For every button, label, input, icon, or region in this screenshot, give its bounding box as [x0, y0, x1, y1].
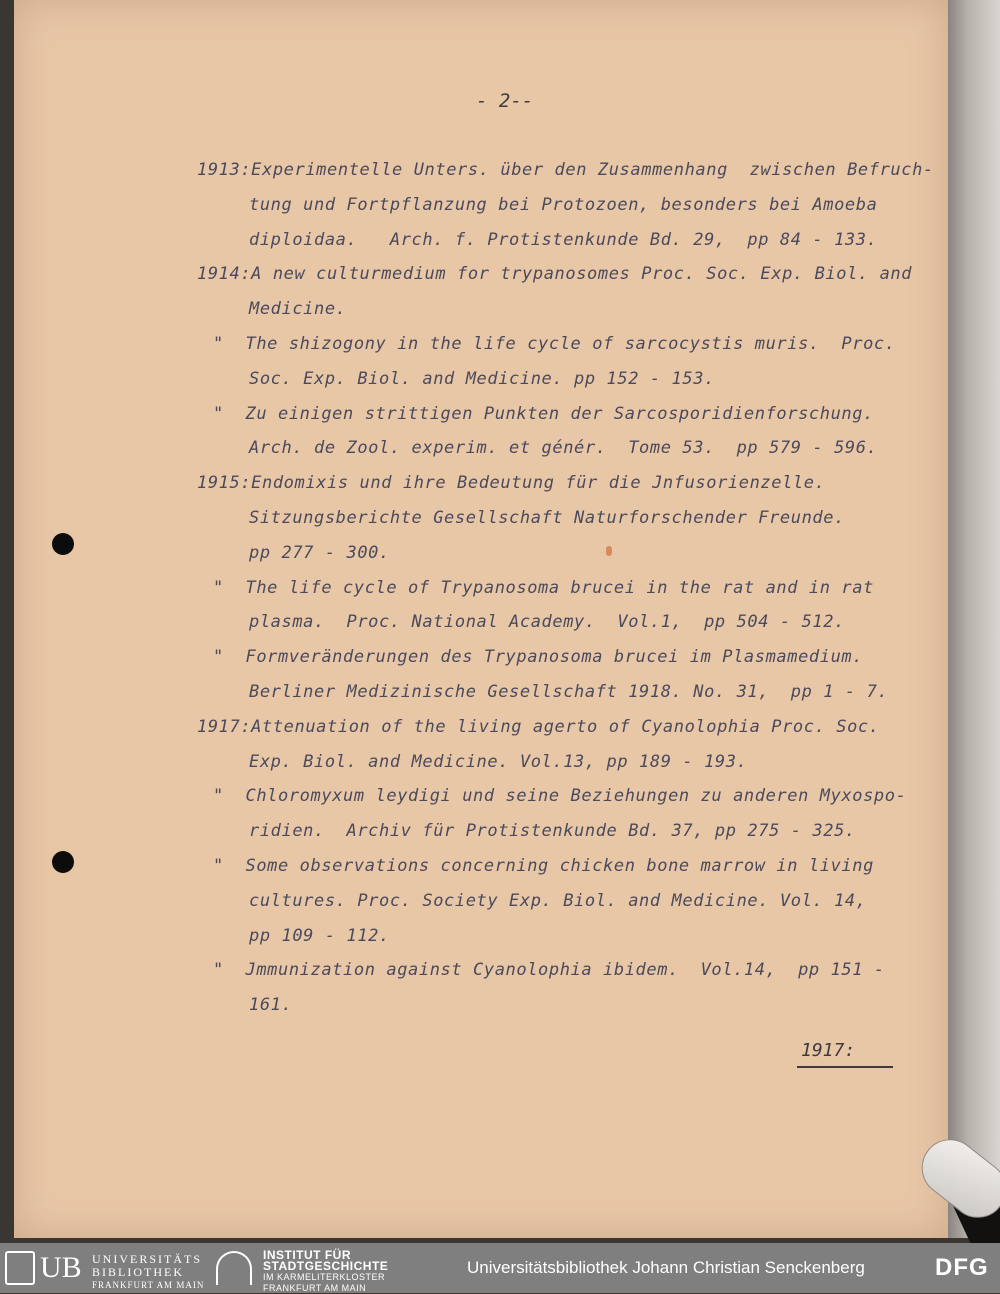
- dfg-logo: DFG: [935, 1254, 989, 1281]
- entry-continuation-line: Soc. Exp. Biol. and Medicine. pp 152 - 153.: [249, 368, 715, 389]
- continuation-mark: 1917:: [801, 1040, 856, 1061]
- ub-logo-text: [92, 1253, 204, 1292]
- entry-continuation-line: 161.: [249, 995, 293, 1016]
- footer-bar: [0, 1243, 1000, 1293]
- entry-continuation-line: diploidaa. Arch. f. Protistenkunde Bd. 29, pp 84 - 133.: [249, 229, 878, 250]
- page-number: - 2--: [476, 90, 534, 112]
- continuation-underline: [797, 1066, 893, 1068]
- ub-line-1: UNIVERSITÄTS: [92, 1252, 202, 1266]
- entry-ditto-line: " Formveränderungen des Trypanosoma brucei im Plasmamedium.: [213, 647, 864, 668]
- entry-continuation-line: Medicine.: [249, 299, 347, 320]
- library-title: Universitätsbibliothek Johann Christian Senckenberg: [467, 1258, 865, 1277]
- isg-line-1: INSTITUT FÜR: [263, 1248, 351, 1262]
- isg-logo-icon: [216, 1251, 252, 1285]
- entry-ditto-line: " Jmmunization against Cyanolophia ibidem. Vol.14, pp 151 -: [213, 960, 885, 981]
- isg-line-2: STADTGESCHICHTE: [263, 1259, 389, 1273]
- punch-hole-top: [52, 533, 74, 555]
- page-edge: [948, 0, 1000, 1238]
- entry-ditto-line: " Some observations concerning chicken bone marrow in living: [213, 856, 874, 876]
- isg-logo-text: [263, 1250, 388, 1294]
- entry-continuation-line: pp 277 - 300.: [249, 542, 390, 563]
- entry-continuation-line: Arch. de Zool. experim. et génér. Tome 53. pp 579 - 596.: [249, 438, 878, 459]
- entry-year-line: 1913:Experimentelle Unters. über den Zusammenhang zwischen Befruch-: [197, 160, 934, 180]
- isg-line-4: FRANKFURT AM MAIN: [263, 1283, 367, 1293]
- entry-continuation-line: cultures. Proc. Society Exp. Biol. and Medicine. Vol. 14,: [249, 890, 867, 911]
- entry-continuation-line: Berliner Medizinische Gesellschaft 1918. No. 31, pp 1 - 7.: [249, 682, 889, 702]
- entry-year-line: 1915:Endomixis und ihre Bedeutung für die Jnfusorienzelle.: [197, 473, 826, 494]
- entry-ditto-line: " The life cycle of Trypanosoma brucei in the rat and in rat: [213, 577, 874, 598]
- ub-line-3: FRANKFURT AM MAIN: [92, 1280, 205, 1290]
- entry-continuation-line: Exp. Biol. and Medicine. Vol.13, pp 189 - 193.: [249, 751, 748, 772]
- entry-continuation-line: Sitzungsberichte Gesellschaft Naturforschender Freunde.: [249, 508, 845, 528]
- entry-year-line: 1914:A new culturmedium for trypanosomes Proc. Soc. Exp. Biol. and: [197, 264, 913, 285]
- entry-continuation-line: ridien. Archiv für Protistenkunde Bd. 37, pp 275 - 325.: [249, 821, 856, 842]
- ub-logo-icon: [5, 1251, 35, 1285]
- entry-continuation-line: tung und Fortpflanzung bei Protozoen, besonders bei Amoeba: [249, 194, 878, 215]
- entry-ditto-line: " The shizogony in the life cycle of sarcocystis muris. Proc.: [213, 334, 896, 354]
- entry-continuation-line: plasma. Proc. National Academy. Vol.1, pp 504 - 512.: [249, 612, 845, 633]
- entry-ditto-line: " Chloromyxum leydigi und seine Beziehungen zu anderen Myxospo-: [213, 786, 907, 807]
- isg-line-3: IM KARMELITERKLOSTER: [263, 1272, 386, 1282]
- entry-continuation-line: pp 109 - 112.: [249, 925, 390, 946]
- entry-year-line: 1917:Attenuation of the living agerto of Cyanolophia Proc. Soc.: [197, 716, 880, 737]
- entry-ditto-line: " Zu einigen strittigen Punkten der Sarcosporidienforschung.: [213, 403, 874, 424]
- stain-mark: [606, 546, 612, 556]
- ub-line-2: BIBLIOTHEK: [92, 1265, 184, 1279]
- ub-logo-letters: UB: [40, 1251, 82, 1284]
- punch-hole-bottom: [52, 851, 74, 873]
